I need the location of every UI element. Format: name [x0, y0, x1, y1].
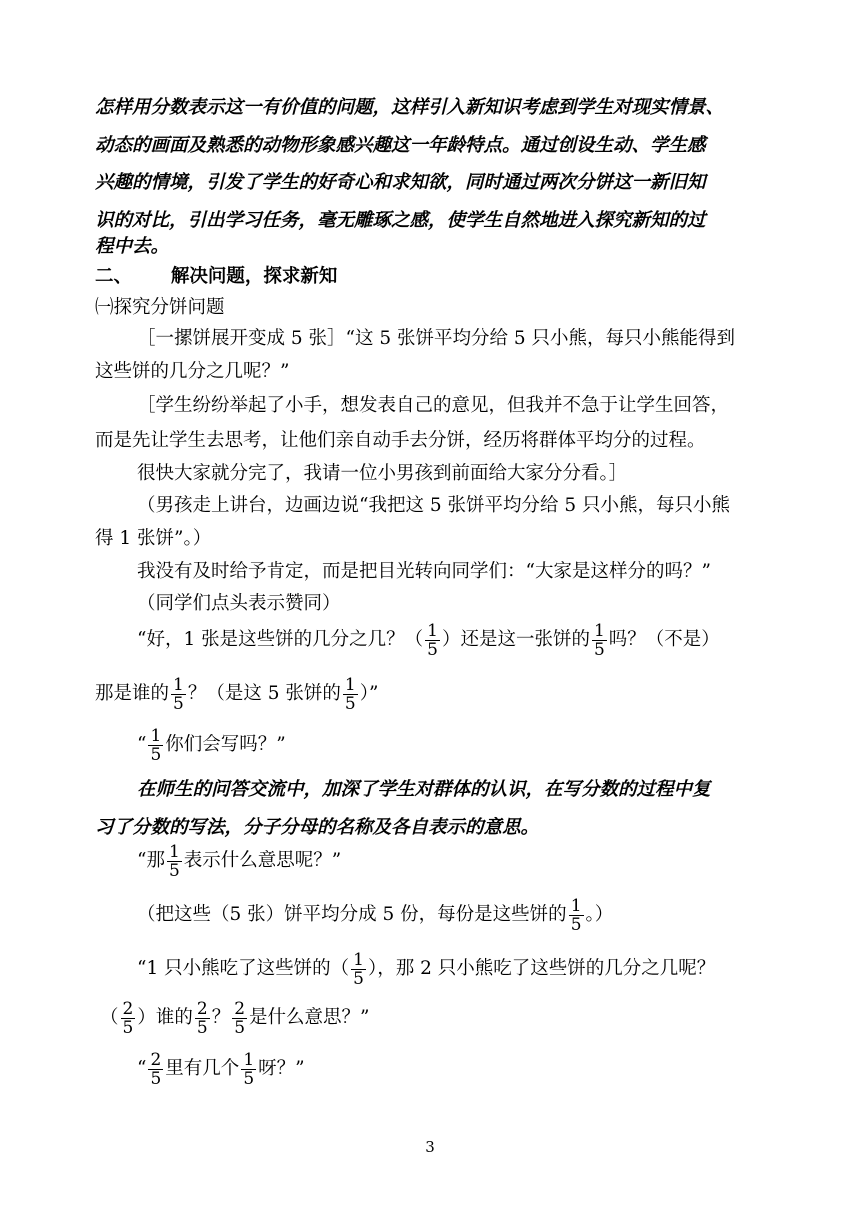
question-2: 那是谁的 $\frac{1}{5}$ ？（是这 5 张饼的 $\frac{1}{5}$ ）” — [95, 674, 379, 714]
intro-line-2: 动态的画面及熟悉的动物形象感兴趣这一年龄特点。通过创设生动、学生感 — [95, 135, 706, 156]
section-heading — [95, 265, 337, 289]
para3: 很快大家就分完了，我请一位小男孩到前面给大家分分看。］ — [137, 463, 628, 484]
fraction-one-fifth: $\frac{1}{5}$ — [570, 895, 582, 935]
fraction-one-fifth: $\frac{1}{5}$ — [353, 949, 364, 989]
fraction-one-fifth: $\frac{1}{5}$ — [344, 674, 356, 714]
para1-line-1: ［一摞饼展开变成 5 张］“这 5 张饼平均分给 5 只小熊，每只小熊能得到 — [137, 328, 736, 349]
section-title: 解决问题，探求新知 — [170, 266, 338, 287]
para4-line-2: 得 1 张饼”。） — [95, 528, 212, 549]
para5: 我没有及时给予肯定，而是把目光转向同学们：“大家是这样分的吗？” — [137, 561, 711, 582]
page-number: 3 — [425, 1138, 435, 1156]
fraction-two-fifths: $\frac{2}{5}$ — [234, 998, 246, 1038]
question-5: （把这些（5 张）饼平均分成 5 份，每份是这些饼的 $\frac{1}{5}$ 。） — [137, 895, 614, 935]
section-number: 二、 — [95, 266, 133, 287]
para2-line-1: ［学生纷纷举起了小手，想发表自己的意见，但我并不急于让学生回答， — [137, 395, 730, 416]
question-8: “ $\frac{2}{5}$ 里有几个 $\frac{1}{5}$ 呀？” — [137, 1049, 305, 1089]
fraction-one-fifth: $\frac{1}{5}$ — [173, 674, 184, 714]
commentary-line-2: 习了分数的写法，分子分母的名称及各自表示的意思。 — [95, 817, 540, 838]
fraction-one-fifth: $\frac{1}{5}$ — [168, 841, 180, 881]
question-3: “ $\frac{1}{5}$ 你们会写吗？” — [137, 725, 286, 765]
fraction-two-fifths: $\frac{2}{5}$ — [196, 998, 208, 1038]
subsection-heading: ㈠探究分饼问题 — [95, 297, 225, 318]
para1-line-2: 这些饼的几分之几呢？” — [95, 361, 290, 382]
intro-line-4: 识的对比，引出学习任务，毫无雕琢之感，使学生自然地进入探究新知的过 — [95, 210, 706, 231]
question-4: “那 $\frac{1}{5}$ 表示什么意思呢？” — [137, 841, 342, 881]
para6: （同学们点头表示赞同） — [137, 593, 341, 614]
intro-line-5: 程中去。 — [95, 236, 170, 257]
fraction-one-fifth: $\frac{1}{5}$ — [150, 725, 162, 765]
question-1: “好，1 张是这些饼的几分之几？（ $\frac{1}{5}$ ）还是这一张饼的 $\frac{1}{5}$ 吗？（不是） — [137, 620, 720, 660]
question-7: （ $\frac{2}{5}$ ）谁的 $\frac{2}{5}$ ？ $\frac{2}{5}$ 是什么意思？” — [100, 998, 370, 1038]
fraction-two-fifths: $\frac{2}{5}$ — [150, 1049, 162, 1089]
para4-line-1: （男孩走上讲台，边画边说“我把这 5 张饼平均分给 5 只小熊，每只小熊 — [137, 495, 731, 516]
para2-line-2: 而是先让学生去思考，让他们亲自动手去分饼，经历将群体平均分的过程。 — [95, 430, 706, 451]
intro-line-1: 怎样用分数表示这一有价值的问题，这样引入新知识考虑到学生对现实情景、 — [95, 97, 725, 118]
fraction-one-fifth: $\frac{1}{5}$ — [593, 620, 605, 660]
question-6: “1 只小熊吃了这些饼的（ $\frac{1}{5}$ ），那 2 只小熊吃了这些饼的几分之几呢？ — [137, 949, 716, 989]
fraction-one-fifth: $\frac{1}{5}$ — [243, 1049, 255, 1089]
fraction-one-fifth: $\frac{1}{5}$ — [427, 620, 438, 660]
intro-line-3: 兴趣的情境，引发了学生的好奇心和求知欲，同时通过两次分饼这一新旧知 — [95, 172, 706, 193]
commentary-line-1: 在师生的问答交流中，加深了学生对群体的认识，在写分数的过程中复 — [137, 779, 711, 800]
fraction-two-fifths: $\frac{2}{5}$ — [122, 998, 134, 1038]
